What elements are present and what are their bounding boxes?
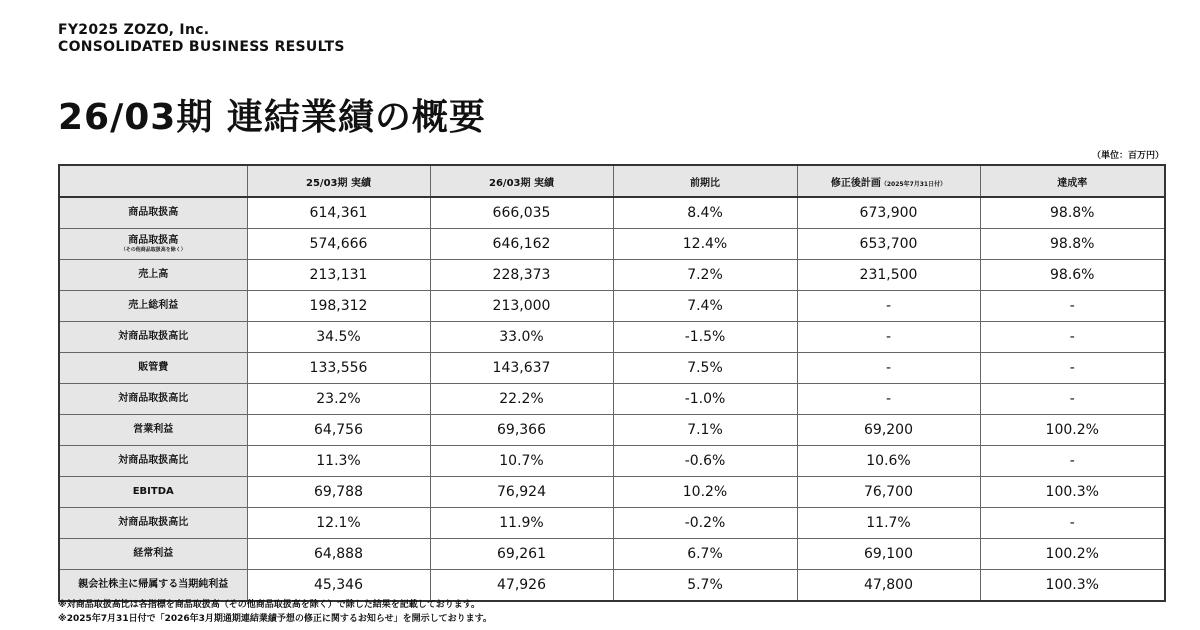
table-cell: 98.8%	[980, 229, 1165, 260]
table-cell: 133,556	[247, 353, 430, 384]
table-cell: 231,500	[797, 260, 980, 291]
table-cell: 76,924	[430, 477, 613, 508]
table-row	[59, 570, 1165, 602]
table-cell: 34.5%	[247, 322, 430, 353]
table-cell: -	[797, 322, 980, 353]
row-label	[59, 384, 247, 415]
table-row	[59, 415, 1165, 446]
table-row	[59, 322, 1165, 353]
table-cell: 143,637	[430, 353, 613, 384]
table-cell: 673,900	[797, 197, 980, 229]
footnotes	[58, 598, 492, 626]
row-label-subtext: （その他商品取扱高を除く）	[120, 247, 186, 253]
table-cell: -	[980, 384, 1165, 415]
table-cell: 11.3%	[247, 446, 430, 477]
header-cell-revised-plan-date: （2025年7月31日付）	[880, 180, 947, 188]
row-label	[59, 477, 247, 508]
table-cell: 10.7%	[430, 446, 613, 477]
table-cell: -	[797, 384, 980, 415]
row-label-text: 売上高	[138, 269, 169, 280]
row-label	[59, 508, 247, 539]
header-cell-yoy: 前期比	[613, 165, 797, 197]
row-label-text: 商品取扱高	[128, 207, 179, 218]
table-row	[59, 508, 1165, 539]
row-label	[59, 570, 247, 602]
header-cell-achievement-rate: 達成率	[980, 165, 1165, 197]
table-row	[59, 446, 1165, 477]
table-cell: -	[980, 353, 1165, 384]
table-cell: 666,035	[430, 197, 613, 229]
company-header-line1: FY2025 ZOZO, Inc.	[58, 22, 210, 38]
table-row	[59, 539, 1165, 570]
table-cell: 228,373	[430, 260, 613, 291]
table-cell: 64,888	[247, 539, 430, 570]
results-table	[58, 164, 1166, 602]
table-row	[59, 353, 1165, 384]
table-cell: 98.6%	[980, 260, 1165, 291]
table-cell: -0.6%	[613, 446, 797, 477]
unit-label: （単位：百万円）	[1091, 151, 1164, 161]
table-cell: -1.5%	[613, 322, 797, 353]
table-cell: 7.2%	[613, 260, 797, 291]
table-cell: 100.3%	[980, 477, 1165, 508]
table-cell: 198,312	[247, 291, 430, 322]
table-cell: -	[980, 291, 1165, 322]
table-cell: 653,700	[797, 229, 980, 260]
row-label-text: 経常利益	[133, 548, 174, 559]
row-label	[59, 539, 247, 570]
row-label	[59, 260, 247, 291]
company-header	[58, 22, 345, 56]
table-cell: 76,700	[797, 477, 980, 508]
row-label	[59, 291, 247, 322]
row-label-text: 対商品取扱高比	[118, 331, 189, 342]
table-cell: 45,346	[247, 570, 430, 602]
table-cell: 7.5%	[613, 353, 797, 384]
table-cell: 11.9%	[430, 508, 613, 539]
row-label	[59, 446, 247, 477]
row-label-text: 対商品取扱高比	[118, 393, 189, 404]
table-cell: 100.3%	[980, 570, 1165, 602]
table-cell: 7.1%	[613, 415, 797, 446]
row-label	[59, 322, 247, 353]
table-cell: 646,162	[430, 229, 613, 260]
row-label-text: 親会社株主に帰属する当期純利益	[78, 579, 229, 590]
table-cell: 6.7%	[613, 539, 797, 570]
header-cell-fy26-actual: 26/03期 実績	[430, 165, 613, 197]
table-cell: -	[797, 291, 980, 322]
company-header-line2: CONSOLIDATED BUSINESS RESULTS	[58, 39, 345, 55]
table-cell: 12.4%	[613, 229, 797, 260]
table-cell: 69,100	[797, 539, 980, 570]
footnote: ※2025年7月31日付で「2026年3月期通期連結業績予想の修正に関するお知らせ」を開示しております。	[58, 614, 492, 624]
table-row	[59, 384, 1165, 415]
table-cell: 10.6%	[797, 446, 980, 477]
row-label-text: 商品取扱高	[128, 235, 179, 246]
table-cell: 64,756	[247, 415, 430, 446]
header-cell-revised-plan: 修正後計画（2025年7月31日付）	[797, 165, 980, 197]
table-cell: 22.2%	[430, 384, 613, 415]
table-row	[59, 291, 1165, 322]
header-cell-fy25-actual: 25/03期 実績	[247, 165, 430, 197]
table-cell: 8.4%	[613, 197, 797, 229]
row-label	[59, 229, 247, 260]
table-header-row	[59, 165, 1165, 197]
table-cell: 614,361	[247, 197, 430, 229]
table-row	[59, 260, 1165, 291]
table-cell: 47,926	[430, 570, 613, 602]
row-label	[59, 353, 247, 384]
table-cell: 69,788	[247, 477, 430, 508]
table-cell: 23.2%	[247, 384, 430, 415]
table-cell: 574,666	[247, 229, 430, 260]
table-cell: 213,131	[247, 260, 430, 291]
table-cell: 100.2%	[980, 539, 1165, 570]
table-cell: 7.4%	[613, 291, 797, 322]
table-cell: 100.2%	[980, 415, 1165, 446]
row-label-text: 販管費	[138, 362, 169, 373]
table-cell: 69,366	[430, 415, 613, 446]
header-cell-empty	[59, 165, 247, 197]
table-cell: 10.2%	[613, 477, 797, 508]
table-cell: 69,261	[430, 539, 613, 570]
row-label-text: 営業利益	[133, 424, 174, 435]
table-cell: -	[980, 508, 1165, 539]
table-cell: 33.0%	[430, 322, 613, 353]
table-cell: 213,000	[430, 291, 613, 322]
table-cell: -0.2%	[613, 508, 797, 539]
table-cell: 11.7%	[797, 508, 980, 539]
table-row	[59, 197, 1165, 229]
table-cell: 47,800	[797, 570, 980, 602]
table-row	[59, 229, 1165, 260]
table-cell: -1.0%	[613, 384, 797, 415]
table-cell: 5.7%	[613, 570, 797, 602]
row-label-text: 売上総利益	[128, 300, 179, 311]
table-cell: 69,200	[797, 415, 980, 446]
row-label-text: 対商品取扱高比	[118, 517, 189, 528]
row-label-text: 対商品取扱高比	[118, 455, 189, 466]
row-label-text: EBITDA	[132, 486, 174, 497]
page-title: 26/03期 連結業績の概要	[58, 97, 486, 138]
table-cell: 98.8%	[980, 197, 1165, 229]
table-cell: 12.1%	[247, 508, 430, 539]
row-label	[59, 415, 247, 446]
table-cell: -	[980, 446, 1165, 477]
table-row	[59, 477, 1165, 508]
footnote: ※対商品取扱高比は各指標を商品取扱高（その他商品取扱高を除く）で除した結果を記載しております。	[58, 600, 481, 610]
table-cell: -	[797, 353, 980, 384]
row-label	[59, 197, 247, 229]
table-cell: -	[980, 322, 1165, 353]
